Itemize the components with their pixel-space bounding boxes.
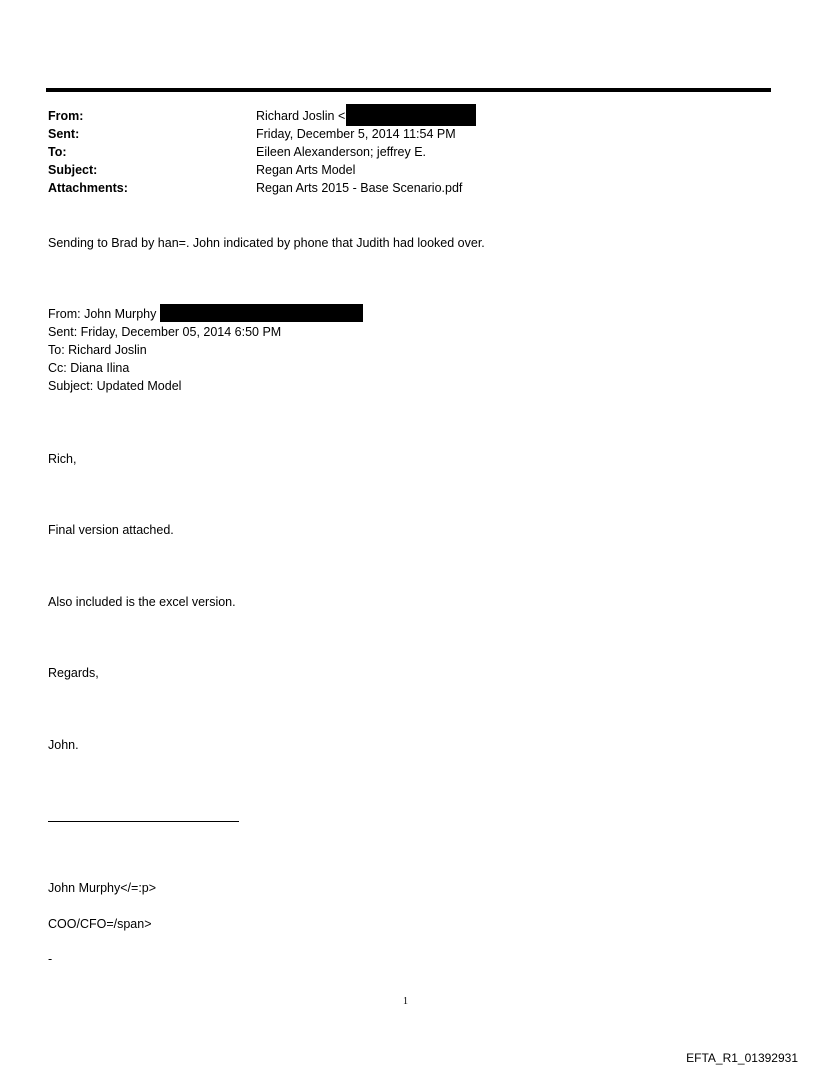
closing: Regards, bbox=[48, 666, 99, 680]
document-id: EFTA_R1_01392931 bbox=[686, 1051, 798, 1065]
page-number: 1 bbox=[403, 996, 408, 1007]
signature-name: John Murphy</=:p> bbox=[48, 881, 157, 895]
quoted-sent-line: Sent: Friday, December 05, 2014 6:50 PM bbox=[48, 325, 282, 339]
from-value bbox=[256, 107, 476, 126]
from-name: Richard Joslin < bbox=[256, 109, 346, 123]
body-paragraph-2: Also included is the excel version. bbox=[48, 595, 236, 609]
signature-dash: - bbox=[48, 952, 53, 966]
attachment-link[interactable]: Regan Arts 2015 - Base Scenario.pdf bbox=[256, 181, 463, 195]
attachments-label: Attachments: bbox=[48, 181, 128, 195]
redaction-box bbox=[160, 304, 363, 322]
quoted-from-line bbox=[48, 305, 363, 323]
subject-value: Regan Arts Model bbox=[256, 163, 356, 177]
signature-divider bbox=[48, 821, 239, 822]
sent-label: Sent: bbox=[48, 127, 80, 141]
quoted-subject-line: Subject: Updated Model bbox=[48, 379, 182, 393]
subject-label: Subject: bbox=[48, 163, 98, 177]
to-value: Eileen Alexanderson; jeffrey E. bbox=[256, 145, 427, 159]
quoted-cc-line: Cc: Diana Ilina bbox=[48, 361, 130, 375]
redaction-box bbox=[346, 104, 476, 126]
header-rule bbox=[46, 88, 771, 92]
sent-value: Friday, December 5, 2014 11:54 PM bbox=[256, 127, 456, 141]
quoted-to-line: To: Richard Joslin bbox=[48, 343, 147, 357]
from-label: From: bbox=[48, 109, 84, 123]
signature-title: COO/CFO=/span> bbox=[48, 917, 152, 931]
to-label: To: bbox=[48, 145, 67, 159]
quoted-header bbox=[48, 305, 363, 395]
greeting: Rich, bbox=[48, 452, 77, 466]
quoted-from-text: From: John Murphy bbox=[48, 307, 160, 321]
sender-name: John. bbox=[48, 738, 79, 752]
body-paragraph-1: Final version attached. bbox=[48, 523, 174, 537]
message-line: Sending to Brad by han=. John indicated by phone that Judith had looked over. bbox=[48, 236, 485, 250]
